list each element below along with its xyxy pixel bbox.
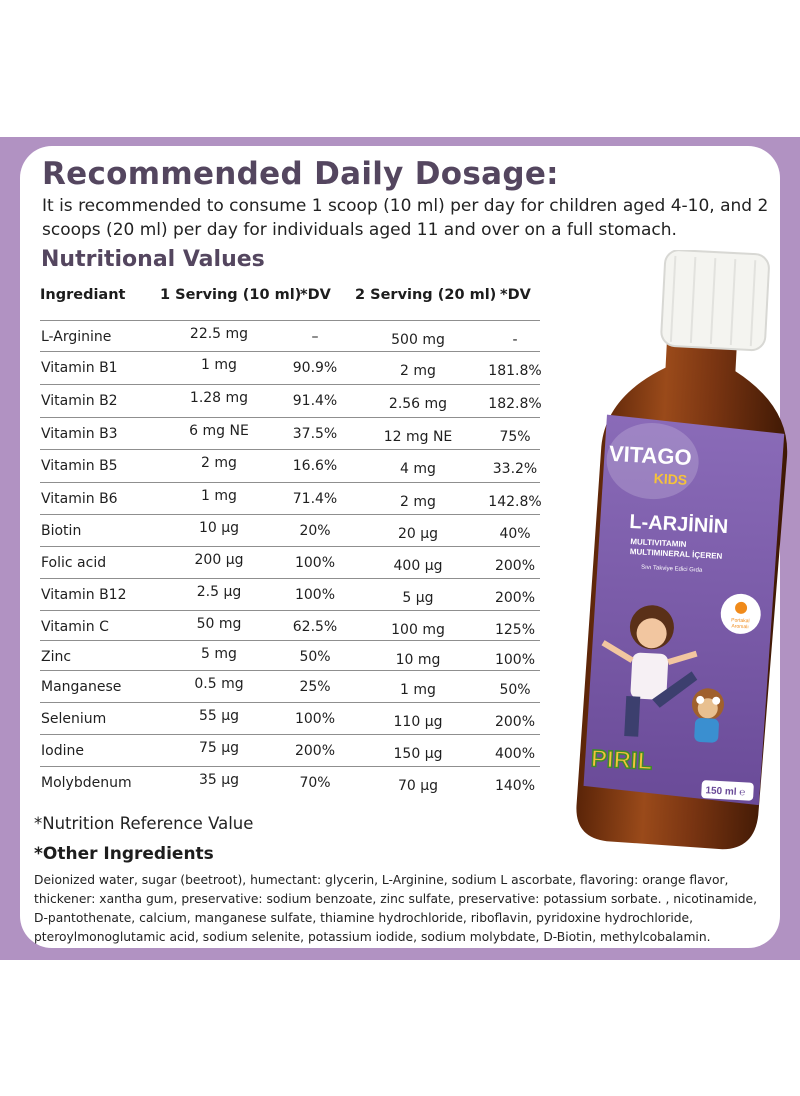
cell-serving-1: 55 µg xyxy=(198,708,240,724)
footnote: *Nutrition Reference Value xyxy=(34,814,254,833)
cell-serving-1: 1.28 mg xyxy=(189,390,249,406)
cell-serving-2: 2.56 mg xyxy=(388,396,448,412)
nutrition-heading: Nutritional Values xyxy=(41,247,265,272)
cell-ingredient: Vitamin C xyxy=(41,619,109,635)
table-row xyxy=(40,546,540,579)
cell-dv-2: 200% xyxy=(494,590,536,606)
cell-serving-1: 1 mg xyxy=(201,488,237,504)
cell-dv-1: 91.4% xyxy=(292,393,338,409)
cell-dv-1: 200% xyxy=(294,743,336,759)
header-serving-2: 2 Serving (20 ml) xyxy=(355,287,497,303)
cell-dv-1: 37.5% xyxy=(292,426,338,442)
header-ingredient: Ingrediant xyxy=(40,287,126,303)
cell-serving-1: 35 µg xyxy=(198,772,240,788)
cell-dv-1: 50% xyxy=(299,649,331,665)
cell-dv-2: 40% xyxy=(499,526,531,542)
cell-serving-1: 22.5 mg xyxy=(189,326,249,342)
table-row xyxy=(40,514,540,547)
cell-ingredient: Vitamin B2 xyxy=(41,393,118,409)
cell-serving-1: 75 µg xyxy=(198,740,240,756)
cell-serving-2: 70 µg xyxy=(397,778,439,794)
cell-serving-1: 5 mg xyxy=(201,646,237,662)
cell-dv-2: 400% xyxy=(494,746,536,762)
cell-serving-2: 100 mg xyxy=(391,622,445,638)
cell-serving-2: 5 µg xyxy=(402,590,434,606)
other-ingredients-heading: *Other Ingredients xyxy=(34,844,214,864)
cell-dv-1: 90.9% xyxy=(292,360,338,376)
cell-serving-2: 400 µg xyxy=(393,558,443,574)
cell-dv-1: 71.4% xyxy=(292,491,338,507)
cell-ingredient: Vitamin B1 xyxy=(41,360,118,376)
table-row xyxy=(40,734,540,767)
header-dv-2: *DV xyxy=(500,287,531,303)
product-line2-text: MULTIMINERAL İÇEREN xyxy=(629,547,723,561)
series-logo-text: PIRIL xyxy=(590,745,653,776)
cell-dv-2: - xyxy=(512,332,518,348)
cell-ingredient: Molybdenum xyxy=(41,775,132,791)
cell-serving-2: 20 µg xyxy=(397,526,439,542)
cell-ingredient: Manganese xyxy=(41,679,122,695)
header-serving-1: 1 Serving (10 ml) xyxy=(160,287,302,303)
cell-dv-2: 50% xyxy=(499,682,531,698)
cell-ingredient: Vitamin B12 xyxy=(41,587,127,603)
cell-serving-2: 1 mg xyxy=(400,682,436,698)
flavor-text-1: Portakal xyxy=(731,617,750,625)
cell-dv-2: 181.8% xyxy=(488,363,542,379)
volume-text: 150 ml ℮ xyxy=(705,785,746,799)
cell-dv-2: 100% xyxy=(494,652,536,668)
cell-dv-1: 16.6% xyxy=(292,458,338,474)
cell-ingredient: Iodine xyxy=(41,743,84,759)
cell-dv-2: 200% xyxy=(494,558,536,574)
cell-dv-2: 200% xyxy=(494,714,536,730)
cell-serving-2: 150 µg xyxy=(393,746,443,762)
sub-brand-text: KIDS xyxy=(653,470,688,488)
table-row xyxy=(40,640,540,673)
cell-dv-2: 142.8% xyxy=(488,494,542,510)
cell-dv-2: 182.8% xyxy=(488,396,542,412)
table-row xyxy=(40,417,540,450)
table-row xyxy=(40,610,540,643)
cell-serving-2: 10 mg xyxy=(395,652,441,668)
cell-dv-1: 100% xyxy=(294,555,336,571)
cell-ingredient: Selenium xyxy=(41,711,107,727)
cell-ingredient: Biotin xyxy=(41,523,82,539)
table-row xyxy=(40,670,540,703)
table-row xyxy=(40,384,540,417)
cell-dv-2: 125% xyxy=(494,622,536,638)
cell-ingredient: Folic acid xyxy=(41,555,107,571)
cell-serving-2: 110 µg xyxy=(393,714,443,730)
cell-dv-1: 62.5% xyxy=(292,619,338,635)
cell-serving-2: 2 mg xyxy=(400,494,436,510)
header-dv-1: *DV xyxy=(300,287,331,303)
other-ingredients-text: Deionized water, sugar (beetroot), humectant: glycerin, L-Arginine, sodium L ascorbate, flavoring: orange flavor, thickener: xantha gum, preservative: sodium benzoate, zinc sulfate, preservative: potassium sorbate. , nicotinamide, D-pantothenate, calcium, manganese sulfate, thiamine hydrochloride, riboflavin, pyridoxine hydrochloride, pteroylmonoglutamic acid, sodium selenite, potassium iodide, sodium molybdate, D-Biotin, methylcobalamin. xyxy=(34,873,758,944)
cell-dv-2: 75% xyxy=(499,429,531,445)
cell-serving-1: 2 mg xyxy=(201,455,237,471)
cell-serving-1: 200 µg xyxy=(194,552,244,568)
cell-serving-1: 1 mg xyxy=(201,357,237,373)
table-row xyxy=(40,449,540,482)
table-row xyxy=(40,578,540,611)
cell-serving-1: 10 µg xyxy=(198,520,240,536)
product-name-text: L-ARJİNİN xyxy=(628,510,729,539)
cell-serving-1: 2.5 µg xyxy=(196,584,242,600)
table-row xyxy=(40,320,540,353)
cell-ingredient: Zinc xyxy=(41,649,72,665)
table-row xyxy=(40,482,540,515)
cell-ingredient: Vitamin B6 xyxy=(41,491,118,507)
cell-dv-2: 33.2% xyxy=(492,461,538,477)
cell-serving-2: 12 mg NE xyxy=(383,429,453,445)
cell-dv-1: 100% xyxy=(294,587,336,603)
dosage-heading: Recommended Daily Dosage: xyxy=(42,156,559,192)
cell-serving-1: 0.5 mg xyxy=(194,676,244,692)
cell-serving-1: 6 mg NE xyxy=(189,423,249,439)
product-bottle-image xyxy=(538,250,800,850)
dosage-text: It is recommended to consume 1 scoop (10 ml) per day for children aged 4-10, and 2 scoops (20 ml) per day for individuals aged 11 and over on a full stomach. xyxy=(42,196,769,240)
cell-dv-1: 25% xyxy=(299,679,331,695)
cell-serving-1: 50 mg xyxy=(196,616,242,632)
cell-dv-1: – xyxy=(311,329,319,345)
product-type-text: Sıvı Takviye Edici Gıda xyxy=(640,564,703,574)
table-row xyxy=(40,702,540,735)
cell-dv-2: 140% xyxy=(494,778,536,794)
product-line1-text: MULTIVITAMIN xyxy=(630,537,687,549)
cell-ingredient: Vitamin B3 xyxy=(41,426,118,442)
table-row xyxy=(40,351,540,384)
cell-ingredient: Vitamin B5 xyxy=(41,458,118,474)
flavor-text-2: Aromalı xyxy=(731,623,749,631)
cell-dv-1: 20% xyxy=(299,523,331,539)
cell-serving-2: 2 mg xyxy=(400,363,436,379)
cell-dv-1: 70% xyxy=(299,775,331,791)
table-row xyxy=(40,766,540,799)
cell-serving-2: 500 mg xyxy=(391,332,445,348)
cell-ingredient: L-Arginine xyxy=(41,329,112,345)
cell-dv-1: 100% xyxy=(294,711,336,727)
cell-serving-2: 4 mg xyxy=(400,461,436,477)
brand-text: VITAGO xyxy=(608,440,693,471)
